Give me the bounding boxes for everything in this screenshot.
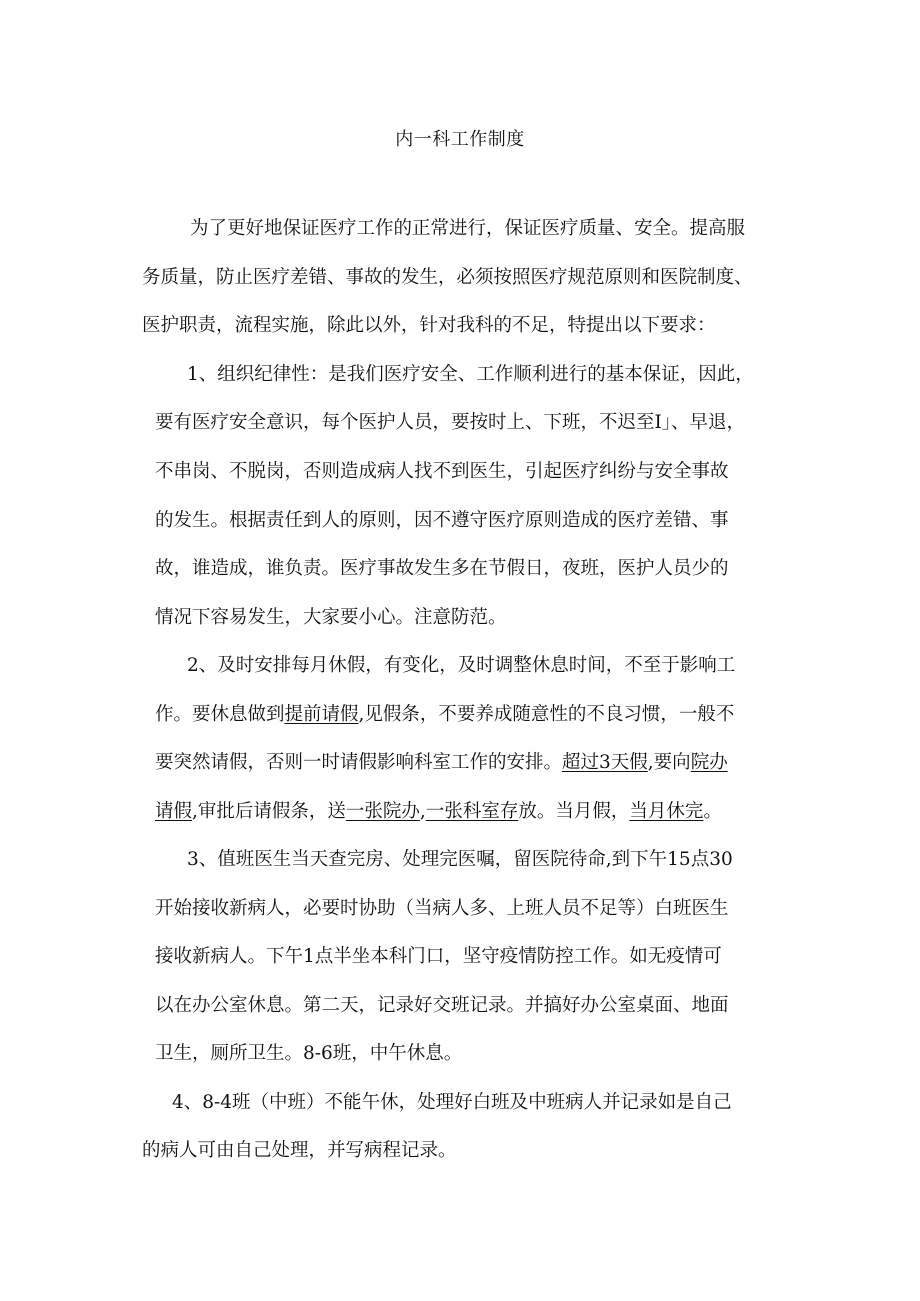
rule-line: 故，谁造成，谁负责。医疗事故发生多在节假日，夜班，医护人员少的 (155, 558, 729, 579)
rule-line: 接收新病人。下午1点半坐本科门口，坚守疫情防控工作。如无疫情可 (155, 946, 722, 967)
rule-text: ,审批后请假条，送 (192, 801, 346, 822)
underlined-text: 一张科室存 (425, 801, 519, 822)
intro-line: 医护职责，流程实施，除此以外，针对我科的不足，特提出以下要求： (142, 315, 716, 336)
underlined-text: 超过3天假 (562, 752, 648, 773)
rule-line: 4、8-4班（中班）不能午休，处理好白班及中班病人并记录如是自己 (172, 1092, 732, 1113)
rule-text: ,要向 (647, 752, 691, 773)
rule-line: 不串岗、不脱岗，否则造成病人找不到医生，引起医疗纠纷与安全事故 (155, 461, 729, 482)
rule-line (155, 751, 728, 775)
rule-text: 。 (703, 801, 722, 822)
rule-text: 放。当月假， (518, 801, 630, 822)
rule-text: , (419, 801, 426, 822)
rule-line (155, 800, 722, 824)
rule-line: 卫生，厕所卫生。8-6班，中午休息。 (155, 1043, 463, 1064)
rule-text: ,见假条，不要养成随意性的不良习惯，一般不 (358, 704, 735, 725)
rule-line (155, 703, 734, 727)
rule-line: 的发生。根据责任到人的原则，因不遵守医疗原则造成的医疗差错、事 (155, 510, 729, 531)
underlined-text: 当月休完 (629, 801, 704, 822)
rule-line: 开始接收新病人，必要时协助（当病人多、上班人员不足等）白班医生 (155, 898, 729, 919)
rule-line: 的病人可由自己处理，并写病程记录。 (142, 1140, 457, 1161)
rule-line: 2、及时安排每月休假，有变化，及时调整休息时间，不至于影响工 (187, 655, 736, 676)
underlined-text: 院办 (690, 752, 728, 773)
page-title: 内一科工作制度 (395, 129, 525, 150)
rule-line: 情况下容易发生，大家要小心。注意防范。 (155, 607, 507, 628)
intro-line: 务质量，防止医疗差错、事故的发生，必须按照医疗规范原则和医院制度、 (142, 267, 753, 288)
underlined-text: 一张院办 (345, 801, 420, 822)
underlined-text: 请假 (155, 801, 193, 822)
rule-text: 作。要休息做到 (155, 704, 285, 725)
rule-line: 要有医疗安全意识，每个医护人员，要按时上、下班，不迟至I」、早退， (155, 412, 746, 433)
underlined-text: 提前请假 (284, 704, 359, 725)
rule-line: 1、组织纪律性：是我们医疗安全、工作顺利进行的基本保证，因此， (187, 364, 754, 385)
intro-line: 为了更好地保证医疗工作的正常进行，保证医疗质量、安全。提高服 (190, 218, 746, 239)
rule-text: 要突然请假，否则一时请假影响科室工作的安排。 (155, 752, 563, 773)
rule-line: 以在办公室休息。第二天，记录好交班记录。并搞好办公室桌面、地面 (155, 995, 729, 1016)
rule-line: 3、值班医生当天查完房、处理完医嘱，留医院待命,到下午15点30 (187, 849, 733, 870)
